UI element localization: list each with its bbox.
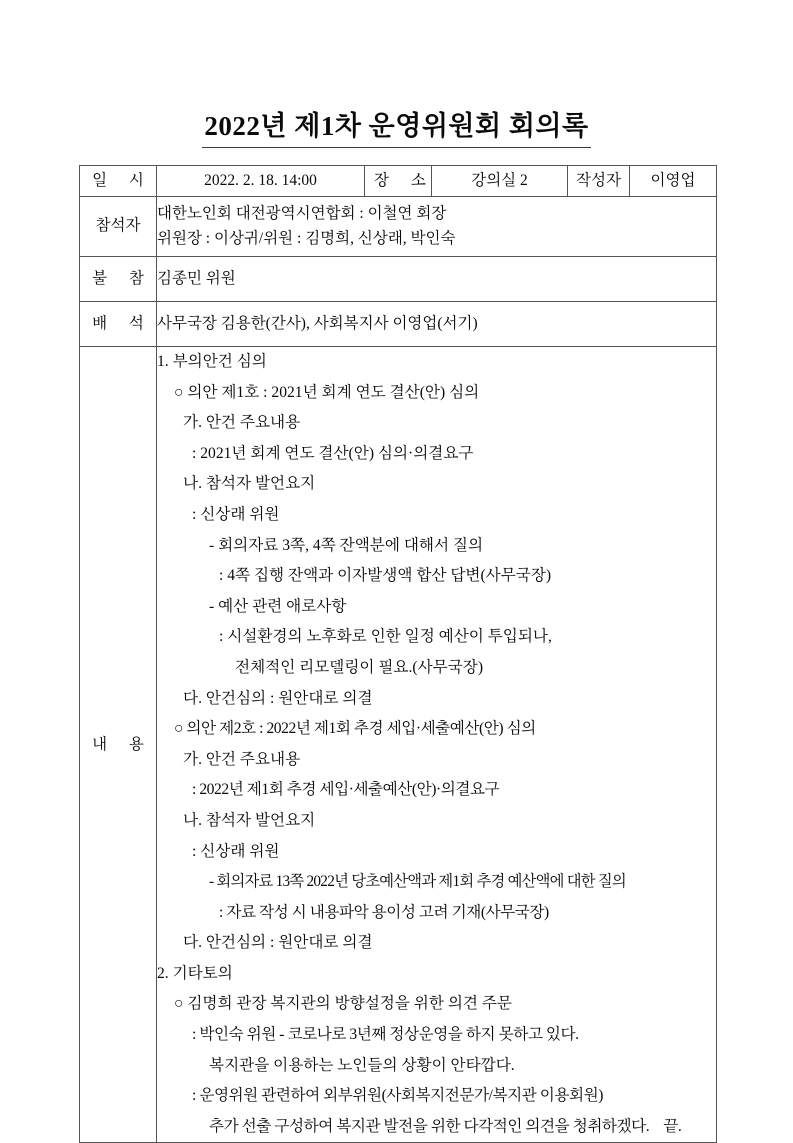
content-line: 다. 안건심의 : 원안대로 의결 bbox=[183, 689, 373, 707]
content-line: : 신상래 위원 bbox=[192, 505, 280, 523]
writer-value: 이영업 bbox=[630, 166, 717, 197]
page-title bbox=[0, 104, 793, 148]
content-line: : 2021년 회계 연도 결산(안) 심의·의결요구 bbox=[192, 444, 474, 462]
page-title-text: 2022년 제1차 운영위원회 회의록 bbox=[202, 104, 590, 148]
content-body bbox=[157, 347, 717, 1143]
table-row-absent bbox=[80, 257, 717, 302]
place-label: 장 소 bbox=[365, 166, 432, 197]
content-line: 나. 참석자 발언요지 bbox=[183, 475, 316, 493]
observers-value: 사무국장 김용한(간사), 사회복지사 이영업(서기) bbox=[157, 302, 717, 347]
table-row-datetime bbox=[80, 166, 717, 197]
content-line: 나. 참석자 발언요지 bbox=[183, 811, 316, 829]
place-value: 강의실 2 bbox=[432, 166, 568, 197]
table-row-attendees bbox=[80, 197, 717, 257]
attendees-line-1: 대한노인회 대전광역시연합회 : 이철연 회장 bbox=[157, 205, 447, 223]
content-line: - 회의자료 13쪽 2022년 당초예산액과 제1회 추경 예산액에 대한 질의 bbox=[209, 873, 626, 891]
content-line: : 자료 작성 시 내용파악 용이성 고려 기재(사무국장) bbox=[219, 903, 549, 921]
content-line-final bbox=[157, 1112, 716, 1143]
content-line: ○ 의안 제2호 : 2022년 제1회 추경 세입·세출예산(안) 심의 bbox=[174, 720, 536, 738]
attendees-value bbox=[157, 197, 717, 257]
content-line: : 신상래 위원 bbox=[192, 842, 280, 860]
attendees-label: 참석자 bbox=[80, 197, 157, 257]
content-line-list bbox=[157, 347, 716, 1142]
content-line: : 박인숙 위원 - 코로나로 3년째 정상운영을 하지 못하고 있다. bbox=[192, 1026, 579, 1044]
table-row-observers bbox=[80, 302, 717, 347]
datetime-value: 2022. 2. 18. 14:00 bbox=[157, 166, 365, 197]
content-line: 전체적인 리모델링이 필요.(사무국장) bbox=[235, 658, 484, 676]
writer-label: 작성자 bbox=[568, 166, 630, 197]
absent-value: 김종민 위원 bbox=[157, 257, 717, 302]
content-line: : 4쪽 집행 잔액과 이자발생액 합산 답변(사무국장) bbox=[219, 567, 552, 585]
content-line: 추가 선출 구성하여 복지관 발전을 위한 다각적인 의견을 청취하겠다. bbox=[209, 1117, 650, 1135]
table-row-content bbox=[80, 347, 717, 1143]
meeting-minutes-table bbox=[79, 165, 717, 1143]
absent-label: 불 참 bbox=[80, 257, 157, 302]
content-line: : 운영위원 관련하여 외부위원(사회복지전문가/복지관 이용회원) bbox=[192, 1087, 603, 1105]
content-line: : 2022년 제1회 추경 세입·세출예산(안)·의결요구 bbox=[192, 781, 500, 799]
end-mark: 끝. bbox=[663, 1117, 682, 1135]
content-label: 내 용 bbox=[80, 347, 157, 1143]
content-line: 다. 안건심의 : 원안대로 의결 bbox=[183, 934, 373, 952]
attendees-line-2: 위원장 : 이상귀/위원 : 김명희, 신상래, 박인숙 bbox=[157, 229, 456, 247]
content-line: 가. 안건 주요내용 bbox=[183, 750, 301, 768]
content-line: 복지관을 이용하는 노인들의 상황이 안타깝다. bbox=[209, 1056, 515, 1074]
content-line: - 회의자료 3쪽, 4쪽 잔액분에 대해서 질의 bbox=[209, 536, 484, 554]
content-line: ○ 의안 제1호 : 2021년 회계 연도 결산(안) 심의 bbox=[174, 383, 480, 401]
content-line: 2. 기타토의 bbox=[157, 964, 233, 982]
observers-label: 배 석 bbox=[80, 302, 157, 347]
content-line: - 예산 관련 애로사항 bbox=[209, 597, 347, 615]
content-line: 가. 안건 주요내용 bbox=[183, 414, 301, 432]
content-line: : 시설환경의 노후화로 인한 일정 예산이 투입되나, bbox=[219, 628, 552, 646]
datetime-label: 일 시 bbox=[80, 166, 157, 197]
content-line: ○ 김명희 관장 복지관의 방향설정을 위한 의견 주문 bbox=[174, 995, 512, 1013]
content-line: 1. 부의안건 심의 bbox=[157, 353, 267, 370]
